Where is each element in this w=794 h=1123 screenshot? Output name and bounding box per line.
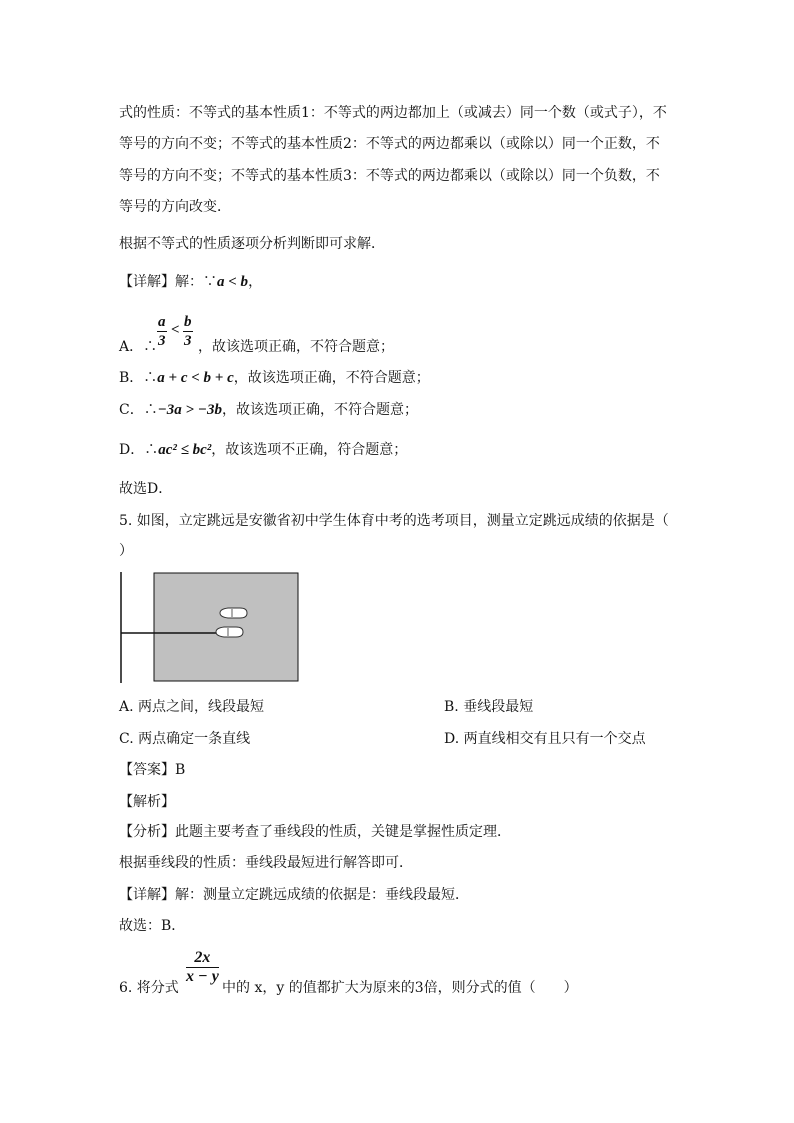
footprint-lower	[216, 627, 243, 637]
choose-b: 故选：B．	[119, 918, 186, 934]
option-d-math: ac² ≤ bc²	[158, 442, 212, 458]
option-a-line	[119, 337, 157, 357]
option-c-prefix: C．∴	[119, 402, 158, 418]
detail-2-line: 【详解】解：测量立定跳远成绩的依据是：垂线段最短．	[119, 887, 469, 903]
detail-math: a < b	[217, 274, 249, 290]
fraction-denominator: 3	[184, 333, 192, 349]
option-b-suffix: ，故该选项正确，不符合题意；	[233, 370, 430, 386]
option-d-suffix: ，故该选项不正确，符合题意；	[211, 442, 408, 458]
detail-suffix: ，	[248, 274, 263, 290]
option-c: C. 两点确定一条直线	[119, 731, 251, 747]
text-line-5: 根据不等式的性质逐项分析判断即可求解．	[119, 236, 385, 252]
lt-symbol: <	[171, 322, 180, 338]
detail-line	[119, 272, 262, 292]
option-c-suffix: ，故该选项正确，不符合题意；	[221, 402, 418, 418]
detail-prefix: 【详解】解：∵	[119, 274, 217, 290]
fenxi-line: 【分析】此题主要考查了垂线段的性质，关键是掌握性质定理．	[119, 824, 511, 840]
text-line-1: 式的性质：不等式的基本性质1：不等式的两边都加上（或减去）同一个数（或式子），不	[119, 105, 667, 121]
analysis-label: 【解析】	[119, 794, 175, 810]
option-b-line	[119, 368, 430, 388]
fraction-numerator: b	[184, 314, 192, 330]
option-c-line	[119, 400, 418, 420]
answer-label: 【答案】B	[119, 762, 186, 778]
text-line-4: 等号的方向改变．	[119, 199, 231, 215]
fraction-2x-over-x-minus-y	[186, 949, 219, 986]
fraction-denominator: x − y	[186, 968, 219, 985]
fraction-b-over-3	[183, 313, 193, 350]
question-5-line-2: ）	[119, 543, 133, 559]
option-d: D. 两直线相交有且只有一个交点	[444, 731, 646, 747]
fraction-a-over-3	[157, 313, 167, 350]
option-d-prefix: D．∴	[119, 442, 159, 458]
option-a-suffix: ，故该选项正确，不符合题意；	[198, 339, 394, 355]
text-line-2: 等号的方向不变；不等式的基本性质2：不等式的两边都乘以（或除以）同一个正数，不	[119, 136, 660, 152]
question-6-prefix: 6. 将分式	[119, 980, 179, 996]
option-a-prefix: A．∴	[119, 339, 158, 355]
long-jump-figure	[119, 570, 304, 685]
fraction-numerator: a	[158, 314, 166, 330]
basis-line: 根据垂线段的性质：垂线段最短进行解答即可．	[119, 855, 413, 871]
fraction-numerator: 2x	[186, 949, 219, 968]
question-5-line-1: 5. 如图，立定跳远是安徽省初中学生体育中考的选考项目，测量立定跳远成绩的依据是（	[119, 513, 669, 529]
option-d-line	[119, 440, 407, 460]
text-line-3: 等号的方向不变；不等式的基本性质3：不等式的两边都乘以（或除以）同一个负数，不	[119, 168, 660, 184]
option-b: B. 垂线段最短	[444, 699, 534, 715]
option-a: A. 两点之间，线段最短	[119, 699, 265, 715]
question-6-suffix: 中的 x，y 的值都扩大为原来的3倍，则分式的值（ ）	[222, 980, 578, 996]
footprint-upper	[220, 608, 247, 618]
choose-d: 故选D．	[119, 481, 173, 497]
option-c-math: −3a > −3b	[157, 402, 222, 418]
fraction-denominator: 3	[158, 333, 166, 349]
less-than-sign	[171, 322, 180, 339]
option-b-prefix: B．∴	[119, 370, 158, 386]
option-b-math: a + c < b + c	[157, 370, 234, 386]
